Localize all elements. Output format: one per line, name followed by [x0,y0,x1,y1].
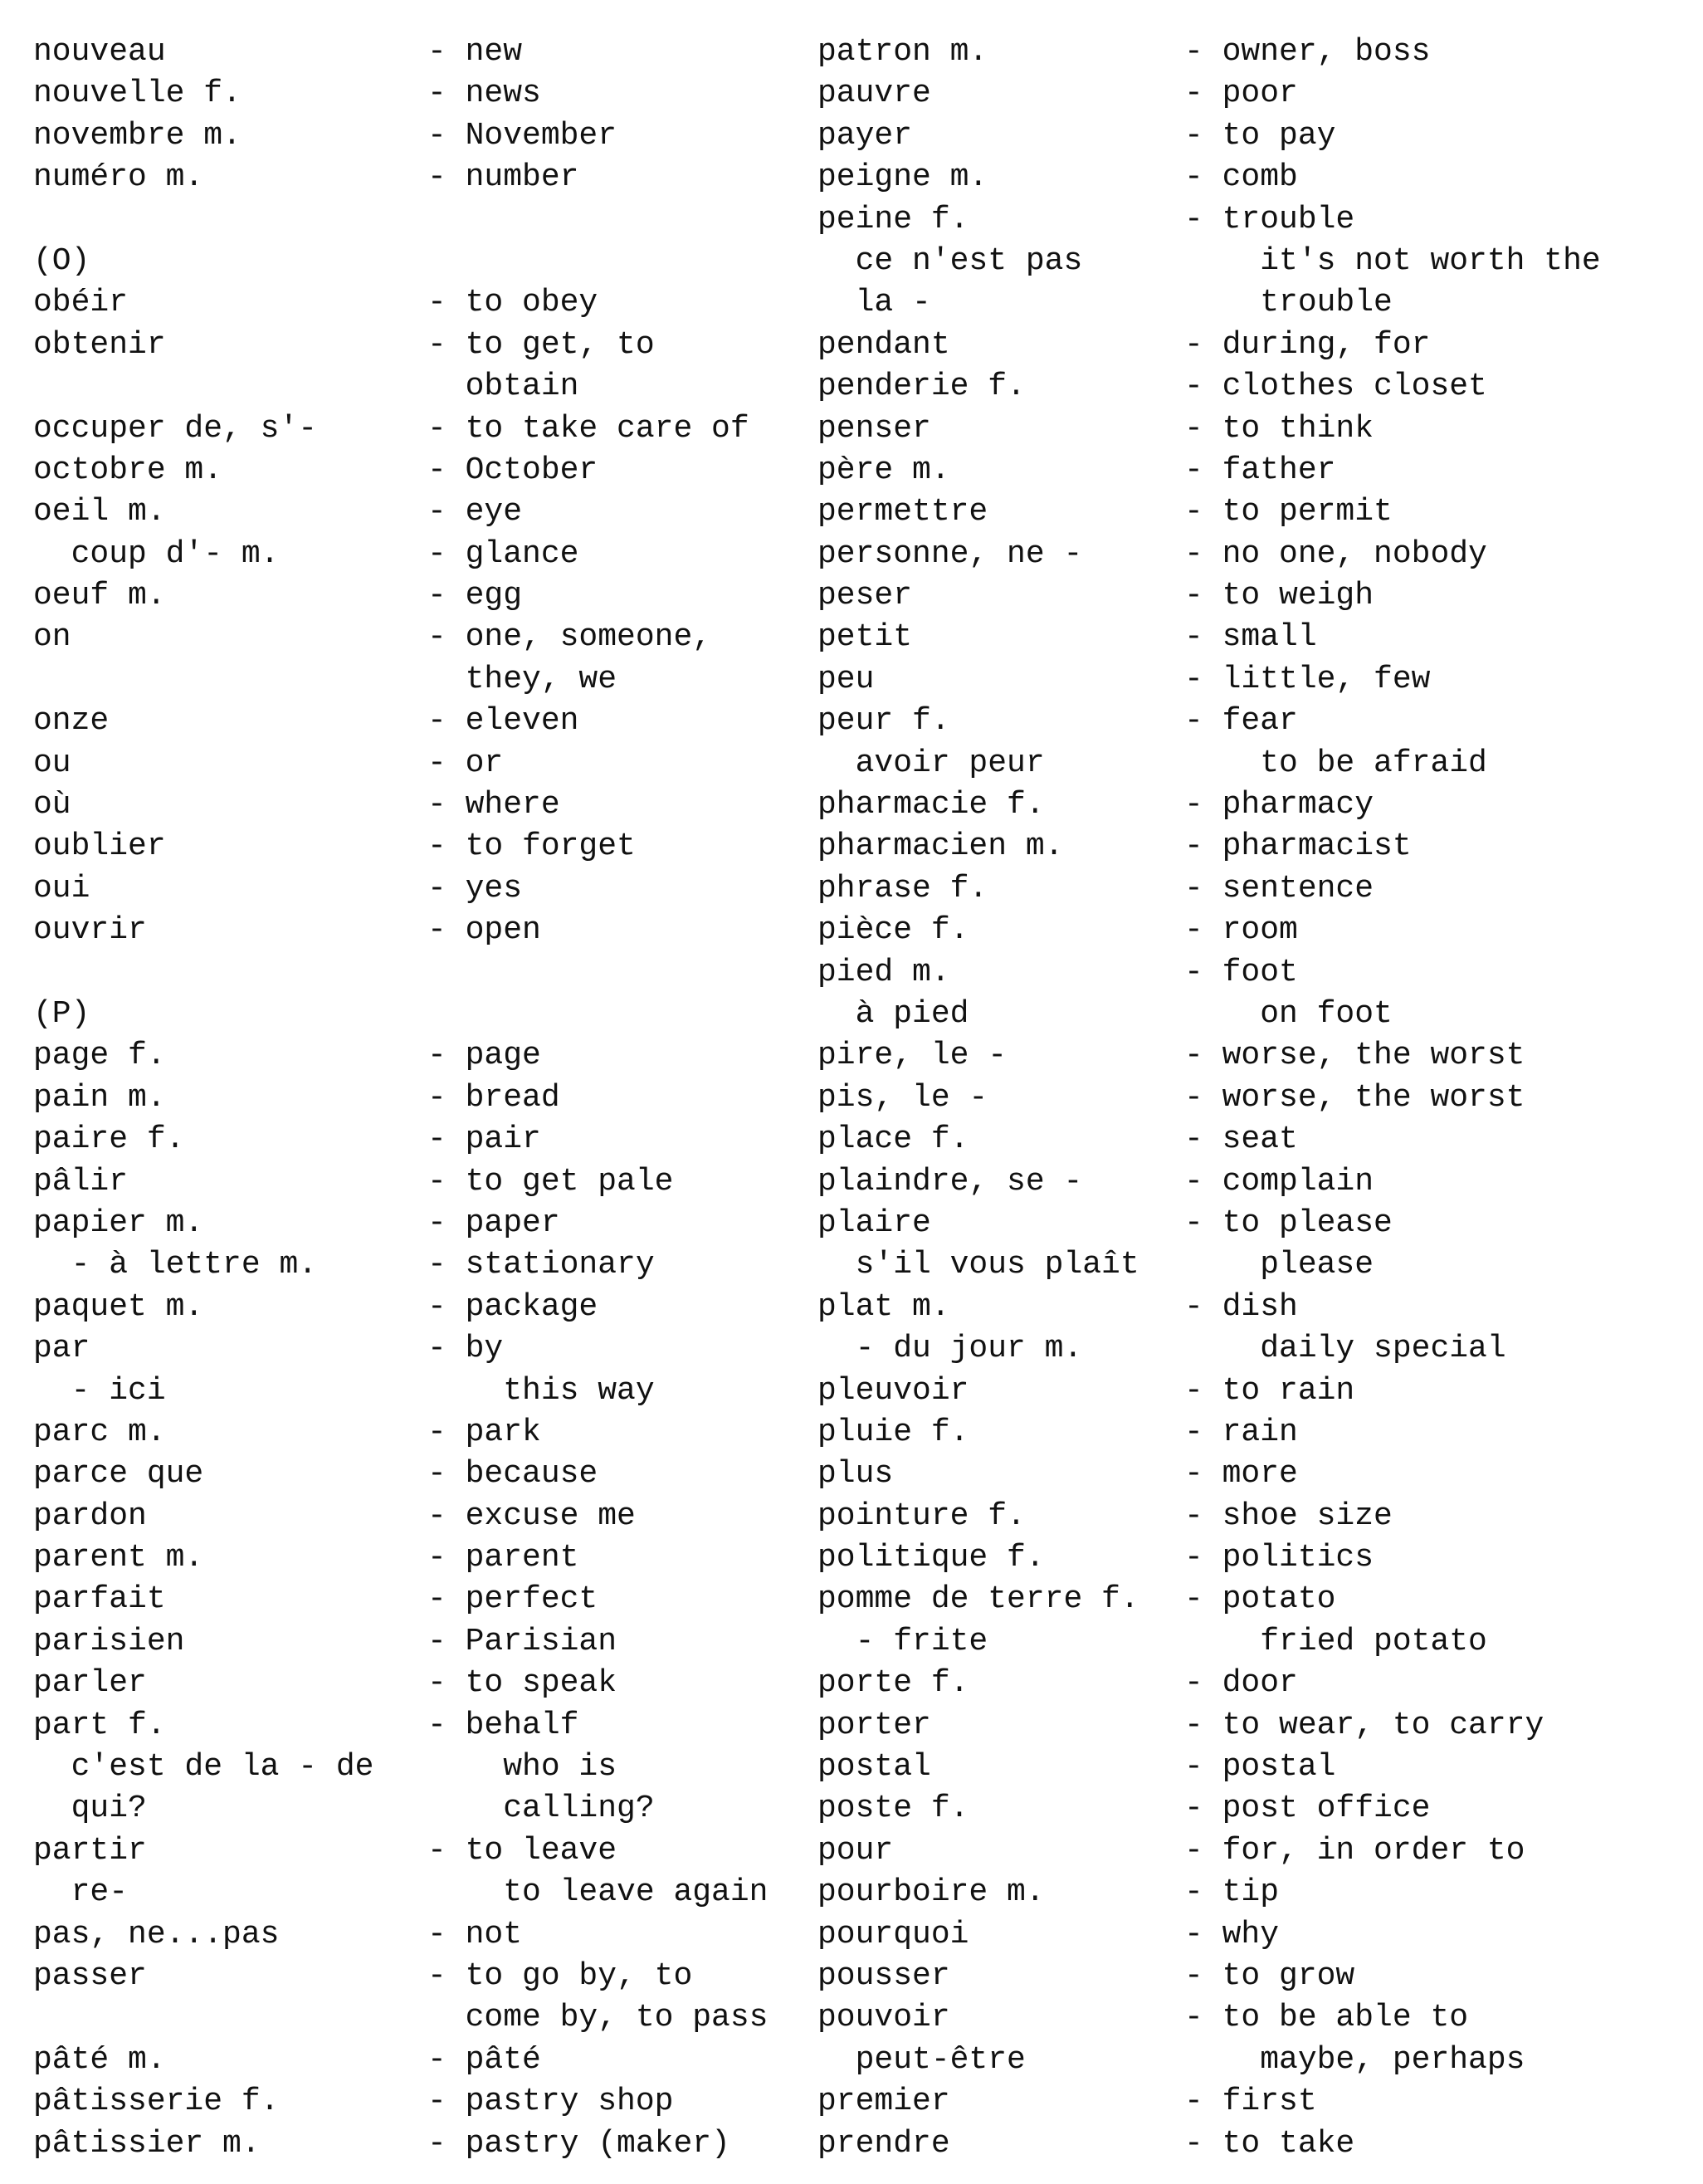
glossary-row [33,575,813,617]
glossary-gloss: - glance [427,535,579,572]
glossary-gloss: - October [427,452,598,488]
glossary-gloss: - clothes closet [1184,369,1487,405]
glossary-term: pomme de terre f. [817,1581,1139,1618]
glossary-term: occuper de, s'- [33,410,318,447]
glossary-gloss: - pâté [427,2041,541,2078]
glossary-row [817,2081,1689,2123]
glossary-term: penser [817,410,931,447]
glossary-gloss: it's not worth the [1184,242,1601,279]
glossary-term: payer [817,117,913,154]
glossary-row [33,1914,813,1956]
glossary-row [33,2040,813,2081]
glossary-row [33,1370,813,1412]
glossary-gloss: - postal [1184,1749,1336,1786]
glossary-term: parfait [33,1581,166,1618]
glossary-row [33,1872,813,1913]
glossary-row [33,1035,813,1077]
glossary-row [33,1244,813,1286]
glossary-term: onze [33,703,110,740]
left-column [33,32,813,2165]
glossary-term: - frite [817,1623,988,1659]
glossary-row [817,157,1689,198]
glossary-gloss: - pharmacist [1184,828,1412,865]
glossary-gloss: - why [1184,1916,1280,1952]
glossary-row [33,534,813,575]
glossary-gloss: to leave again [427,1874,769,1911]
glossary-row [33,1454,813,1495]
glossary-gloss: - more [1184,1456,1298,1493]
glossary-row [33,659,813,701]
glossary-gloss: please [1184,1247,1374,1283]
glossary-row [33,1412,813,1454]
glossary-row [33,868,813,910]
glossary-row [817,1244,1689,1286]
glossary-row [33,115,813,157]
glossary-gloss: - pair [427,1121,541,1158]
glossary-gloss: - where [427,787,560,823]
glossary-row [817,1830,1689,1872]
glossary-row [33,1496,813,1537]
glossary-gloss: - because [427,1456,598,1493]
glossary-gloss: - November [427,117,617,154]
glossary-term: obtenir [33,326,166,363]
glossary-term: politique f. [817,1540,1045,1576]
glossary-gloss: - to forget [427,828,636,865]
glossary-row [817,1747,1689,1788]
glossary-row [33,241,813,282]
glossary-row [817,1370,1689,1412]
glossary-gloss: - to take care of [427,410,749,447]
glossary-gloss: - page [427,1038,541,1074]
glossary-term: père m. [817,452,950,488]
glossary-row [33,1579,813,1620]
glossary-row [817,1788,1689,1830]
glossary-gloss: - new [427,34,523,70]
glossary-term: pis, le - [817,1079,988,1116]
glossary-row [33,1537,813,1579]
glossary-gloss: - open [427,912,541,949]
glossary-row [817,659,1689,701]
glossary-row [33,1621,813,1663]
glossary-row [33,282,813,324]
glossary-gloss: - yes [427,870,523,906]
glossary-term: oeuf m. [33,578,166,614]
glossary-gloss: - room [1184,912,1298,949]
glossary-term: pharmacie f. [817,787,1045,823]
glossary-term: peine f. [817,201,969,237]
glossary-row [817,1621,1689,1663]
glossary-term: (P) [33,995,90,1032]
glossary-term: plaire [817,1204,931,1241]
glossary-row [817,952,1689,994]
glossary-row [817,1705,1689,1747]
glossary-gloss: - little, few [1184,661,1431,697]
glossary-row [817,1287,1689,1328]
glossary-term: postal [817,1749,931,1786]
glossary-gloss: - no one, nobody [1184,535,1487,572]
glossary-term: pointure f. [817,1498,1026,1534]
glossary-row [817,784,1689,826]
glossary-gloss: trouble [1184,285,1393,321]
glossary-term: petit [817,619,913,656]
glossary-row [817,73,1689,115]
glossary-term: pluie f. [817,1414,969,1450]
glossary-term: pied m. [817,954,950,990]
glossary-gloss: - poor [1184,76,1298,112]
glossary-gloss: - Parisian [427,1623,617,1659]
glossary-term: plaindre, se - [817,1163,1083,1199]
glossary-term: permettre [817,494,988,530]
glossary-row [817,282,1689,324]
glossary-row [817,1496,1689,1537]
glossary-gloss: - father [1184,452,1336,488]
glossary-term: pleuvoir [817,1372,969,1409]
glossary-term: coup d'- m. [33,535,280,572]
glossary-gloss: this way [427,1372,655,1409]
glossary-row [817,1203,1689,1244]
glossary-term: porter [817,1707,931,1743]
glossary-gloss: - behalf [427,1707,579,1743]
glossary-gloss: daily special [1184,1331,1506,1367]
glossary-row [33,1328,813,1370]
glossary-row [817,115,1689,157]
glossary-row [817,1119,1689,1160]
glossary-gloss: - to speak [427,1665,617,1702]
glossary-gloss: - to permit [1184,494,1393,530]
glossary-row [817,1956,1689,1997]
glossary-gloss: who is [427,1749,617,1786]
glossary-gloss: - sentence [1184,870,1374,906]
glossary-term: - à lettre m. [33,1247,318,1283]
glossary-gloss: - dish [1184,1288,1298,1325]
glossary-gloss: - stationary [427,1247,655,1283]
glossary-term: pour [817,1832,894,1869]
glossary-gloss: - not [427,1916,523,1952]
glossary-term: s'il vous plaît [817,1247,1139,1283]
glossary-gloss: - to leave [427,1832,617,1869]
glossary-row [817,1077,1689,1119]
glossary-gloss: - to grow [1184,1957,1355,1994]
glossary-row [33,1077,813,1119]
glossary-term: - du jour m. [817,1331,1083,1367]
glossary-row [817,826,1689,867]
glossary-term: page f. [33,1038,166,1074]
glossary-gloss: - post office [1184,1791,1431,1827]
glossary-gloss: - for, in order to [1184,1832,1525,1869]
glossary-gloss: - comb [1184,159,1298,196]
glossary-row [817,1914,1689,1956]
glossary-gloss: - by [427,1331,504,1367]
glossary-term: pardon [33,1498,147,1534]
glossary-term: peu [817,661,875,697]
glossary-row [817,1537,1689,1579]
glossary-row [33,199,813,241]
glossary-row [817,450,1689,491]
glossary-term: numéro m. [33,159,204,196]
glossary-gloss: - tip [1184,1874,1280,1911]
glossary-gloss: - pastry shop [427,2084,674,2120]
glossary-term: part f. [33,1707,166,1743]
glossary-gloss: they, we [427,661,617,697]
glossary-gloss: - shoe size [1184,1498,1393,1534]
glossary-row [817,1412,1689,1454]
glossary-gloss: - to obey [427,285,598,321]
glossary-gloss: - to pay [1184,117,1336,154]
glossary-gloss: - complain [1184,1163,1374,1199]
glossary-term: passer [33,1957,147,1994]
glossary-row [817,868,1689,910]
glossary-row [817,1997,1689,2039]
glossary-row [33,826,813,867]
glossary-gloss: calling? [427,1791,655,1827]
glossary-row [817,2123,1689,2165]
glossary-term: poste f. [817,1791,969,1827]
glossary-gloss: - foot [1184,954,1298,990]
glossary-term: re- [33,1874,129,1911]
glossary-term: peur f. [817,703,950,740]
glossary-row [33,617,813,658]
glossary-row [33,325,813,366]
glossary-row [33,366,813,408]
glossary-gloss: - door [1184,1665,1298,1702]
glossary-row [817,1579,1689,1620]
glossary-gloss: - owner, boss [1184,34,1431,70]
glossary-gloss: - potato [1184,1581,1336,1618]
glossary-term: porte f. [817,1665,969,1702]
glossary-term: parent m. [33,1540,204,1576]
glossary-gloss: - number [427,159,579,196]
glossary-gloss: - package [427,1288,598,1325]
glossary-term: pièce f. [817,912,969,949]
glossary-row [33,1203,813,1244]
glossary-term: par [33,1331,90,1367]
glossary-gloss: - to weigh [1184,578,1374,614]
glossary-term: on [33,619,71,656]
glossary-term: oeil m. [33,494,166,530]
glossary-row [33,994,813,1035]
glossary-row [33,1788,813,1830]
glossary-gloss: - paper [427,1204,560,1241]
glossary-term: pas, ne...pas [33,1916,280,1952]
glossary-term: ou [33,745,71,781]
glossary-term: pourboire m. [817,1874,1045,1911]
glossary-gloss: - pharmacy [1184,787,1374,823]
glossary-gloss: - politics [1184,1540,1374,1576]
glossary-gloss: - fear [1184,703,1298,740]
glossary-row [33,1705,813,1747]
glossary-term: ce n'est pas [817,242,1083,279]
glossary-gloss: - pastry (maker) [427,2125,730,2162]
glossary-term: pâtissier m. [33,2125,261,2162]
glossary-row [817,1663,1689,1704]
glossary-term: pauvre [817,76,931,112]
glossary-row [33,952,813,994]
glossary-term: peser [817,578,913,614]
glossary-row [817,743,1689,784]
glossary-term: paquet m. [33,1288,204,1325]
glossary-row [33,1287,813,1328]
glossary-term: pâlir [33,1163,129,1199]
glossary-row [33,1747,813,1788]
glossary-term: pain m. [33,1079,166,1116]
glossary-row [817,199,1689,241]
glossary-gloss: obtain [427,369,579,405]
glossary-gloss: - to wear, to carry [1184,1707,1544,1743]
glossary-row [33,491,813,533]
glossary-term: où [33,787,71,823]
glossary-term: pouvoir [817,2000,950,2036]
glossary-term: ouvrir [33,912,147,949]
glossary-row [817,32,1689,73]
glossary-row [33,1830,813,1872]
glossary-term: papier m. [33,1204,204,1241]
glossary-term: pharmacien m. [817,828,1064,865]
glossary-term: oui [33,870,90,906]
glossary-term: personne, ne - [817,535,1083,572]
glossary-gloss: - rain [1184,1414,1298,1450]
glossary-row [33,910,813,951]
glossary-gloss: - to think [1184,410,1374,447]
glossary-row [817,325,1689,366]
glossary-row [817,2040,1689,2081]
glossary-gloss: - to get pale [427,1163,674,1199]
glossary-row [817,617,1689,658]
glossary-row [33,1161,813,1203]
glossary-gloss: - parent [427,1540,579,1576]
glossary-term: pâté m. [33,2041,166,2078]
glossary-gloss: - park [427,1414,541,1450]
glossary-row [817,1328,1689,1370]
glossary-term: novembre m. [33,117,242,154]
glossary-row [33,784,813,826]
glossary-row [33,1663,813,1704]
glossary-gloss: - perfect [427,1581,598,1618]
glossary-gloss: - small [1184,619,1317,656]
glossary-row [817,241,1689,282]
glossary-term: nouvelle f. [33,76,242,112]
glossary-row [33,743,813,784]
glossary-term: pire, le - [817,1038,1008,1074]
glossary-term: plus [817,1456,894,1493]
glossary-gloss: - to get, to [427,326,655,363]
glossary-term: parisien [33,1623,185,1659]
glossary-term: nouveau [33,34,166,70]
glossary-term: penderie f. [817,369,1026,405]
glossary-row [33,408,813,450]
glossary-row [33,157,813,198]
glossary-gloss: - bread [427,1079,560,1116]
glossary-gloss: - to take [1184,2125,1355,2162]
glossary-gloss: - first [1184,2084,1317,2120]
glossary-gloss: - to please [1184,1204,1393,1241]
glossary-row [33,32,813,73]
glossary-term: pâtisserie f. [33,2084,280,2120]
glossary-row [817,1035,1689,1077]
glossary-gloss: - egg [427,578,523,614]
glossary-term: premier [817,2084,950,2120]
glossary-term: - ici [33,1372,166,1409]
glossary-row [817,1161,1689,1203]
glossary-gloss: maybe, perhaps [1184,2041,1525,2078]
glossary-gloss: - one, someone, [427,619,712,656]
glossary-gloss: fried potato [1184,1623,1487,1659]
right-column [817,32,1689,2165]
glossary-row [33,450,813,491]
glossary-gloss: - to go by, to [427,1957,693,1994]
glossary-term: partir [33,1832,147,1869]
glossary-gloss: - excuse me [427,1498,636,1534]
glossary-term: à pied [817,995,969,1032]
glossary-gloss: - worse, the worst [1184,1038,1525,1074]
glossary-term: la - [817,285,931,321]
glossary-gloss: on foot [1184,995,1393,1032]
glossary-row [817,408,1689,450]
glossary-row [817,1872,1689,1913]
glossary-term: parce que [33,1456,204,1493]
glossary-term: qui? [33,1791,147,1827]
glossary-term: pourquoi [817,1916,969,1952]
glossary-term: peigne m. [817,159,988,196]
glossary-term: octobre m. [33,452,223,488]
glossary-term: (O) [33,242,90,279]
glossary-row [817,701,1689,742]
glossary-gloss: - to be able to [1184,2000,1469,2036]
glossary-row [817,534,1689,575]
glossary-gloss: - worse, the worst [1184,1079,1525,1116]
glossary-gloss: - eye [427,494,523,530]
glossary-gloss: to be afraid [1184,745,1487,781]
glossary-term: pousser [817,1957,950,1994]
glossary-row [33,1119,813,1160]
glossary-term: paire f. [33,1121,185,1158]
glossary-term: avoir peur [817,745,1045,781]
glossary-term: prendre [817,2125,950,2162]
glossary-row [817,1454,1689,1495]
glossary-gloss: - seat [1184,1121,1298,1158]
glossary-row [817,910,1689,951]
glossary-gloss: - during, for [1184,326,1431,363]
glossary-term: c'est de la - de [33,1749,374,1786]
glossary-term: plat m. [817,1288,950,1325]
glossary-row [33,2123,813,2165]
glossary-row [817,575,1689,617]
glossary-term: patron m. [817,34,988,70]
glossary-term: pendant [817,326,950,363]
glossary-row [33,1997,813,2039]
glossary-gloss: - eleven [427,703,579,740]
glossary-gloss: - trouble [1184,201,1355,237]
glossary-gloss: - to rain [1184,1372,1355,1409]
glossary-row [817,491,1689,533]
glossary-row [817,366,1689,408]
glossary-gloss: - or [427,745,504,781]
glossary-row [33,1956,813,1997]
glossary-term: peut-être [817,2041,1026,2078]
glossary-term: oublier [33,828,166,865]
glossary-term: obéir [33,285,129,321]
glossary-term: parc m. [33,1414,166,1450]
glossary-term: place f. [817,1121,969,1158]
glossary-row [33,73,813,115]
glossary-row [33,701,813,742]
glossary-term: parler [33,1665,147,1702]
glossary-gloss: - news [427,76,541,112]
glossary-term: phrase f. [817,870,988,906]
glossary-gloss: come by, to pass [427,2000,769,2036]
glossary-row [33,2081,813,2123]
glossary-row [817,994,1689,1035]
